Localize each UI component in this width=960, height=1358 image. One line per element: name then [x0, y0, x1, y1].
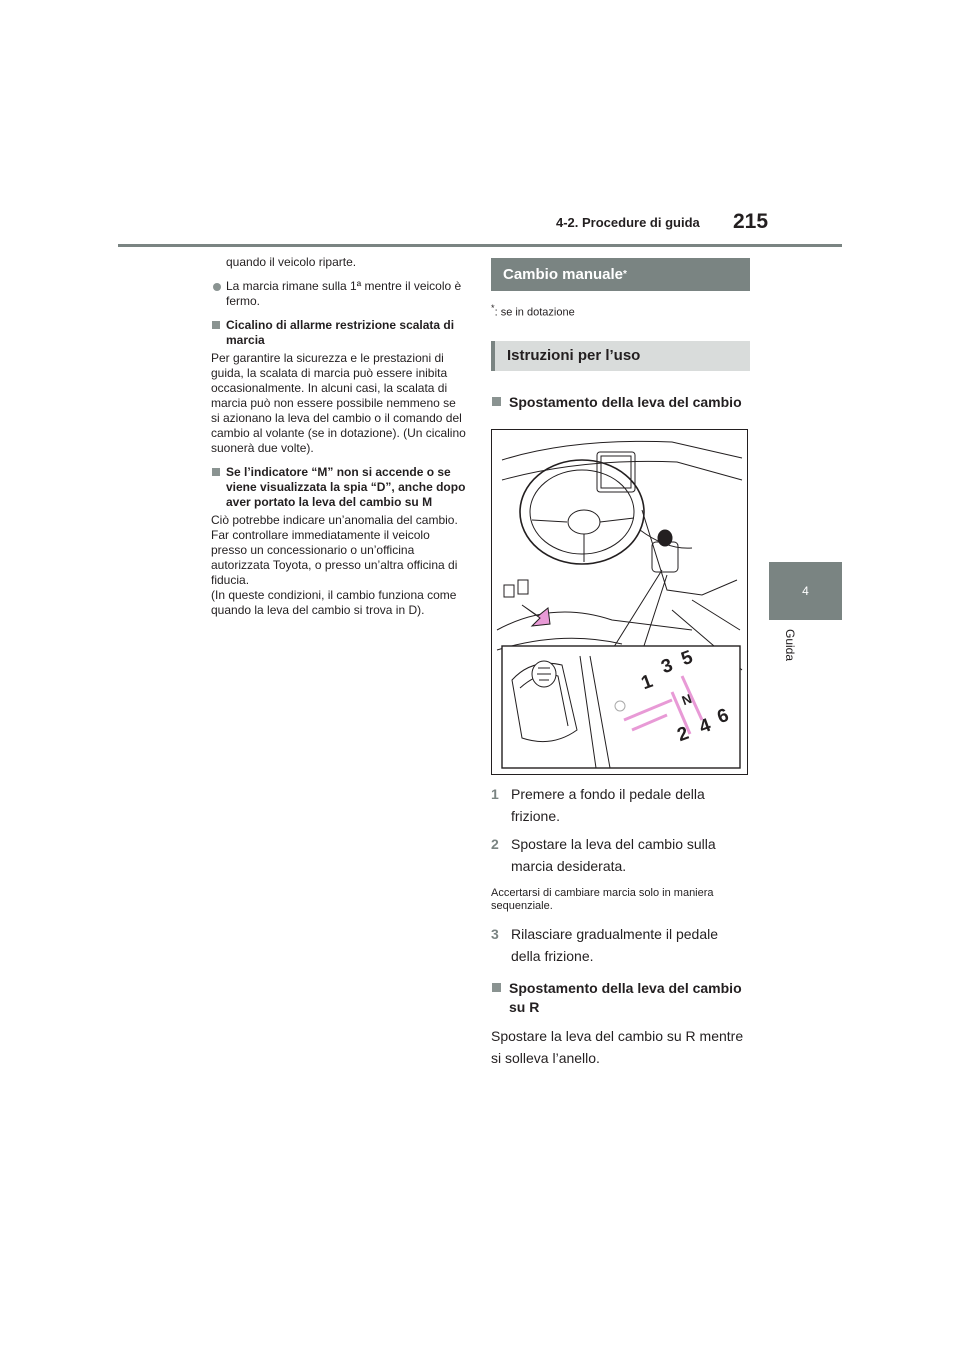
continuation-text: quando il veicolo riparte.: [226, 255, 357, 269]
footnote: [491, 303, 750, 319]
body-text: Ciò potrebbe indicare un’anomalia del cambio. Far controllare immediatamente il veicolo presso un concessionario o un’officina autorizzata Toyota, o presso un’altra officina di fiducia.: [211, 513, 458, 587]
step-number: 2: [491, 835, 499, 852]
gear-label-6: 6: [714, 704, 732, 728]
step-number: 1: [491, 785, 499, 802]
body-text: (In queste condizioni, il cambio funziona come quando la leva del cambio si trova in D).: [211, 588, 457, 617]
chapter-label: [783, 629, 799, 679]
footnote-mark: *: [491, 303, 495, 313]
chapter-number: 4: [802, 584, 809, 598]
page-number: 215: [733, 210, 769, 233]
subsection-bar: [491, 341, 750, 371]
sequential-note: Accertarsi di cambiare marcia solo in maniera sequenziale.: [491, 886, 714, 912]
heading-restriction-buzzer: Cicalino di allarme restrizione scalata di marcia: [211, 318, 467, 348]
step-2: [491, 833, 750, 877]
left-column: [211, 255, 467, 618]
shift-lever-illustration: [491, 429, 748, 775]
gear-label-3: 3: [658, 654, 676, 678]
subsection-title: Istruzioni per l’uso: [507, 347, 641, 365]
right-column: [491, 258, 750, 1069]
gear-label-4: 4: [696, 714, 714, 738]
gear-label-5: 5: [678, 646, 696, 670]
gear-label-n: N: [679, 690, 694, 708]
step-text: Rilasciare gradualmente il pedale della frizione.: [511, 925, 719, 964]
gear-label-2: 2: [674, 722, 692, 746]
bullet-item: La marcia rimane sulla 1ª mentre il veicolo è fermo.: [211, 279, 467, 309]
step-text: Spostare la leva del cambio sulla marcia desiderata.: [511, 835, 716, 874]
header-rule: [118, 244, 842, 247]
chapter-tab[interactable]: [769, 562, 842, 620]
footnote-text: : se in dotazione: [494, 306, 575, 319]
chapter-label-text: Guida: [783, 629, 797, 662]
section-title-bar: [491, 258, 750, 291]
heading-shift-to-r: Spostamento della leva del cambio su R: [491, 979, 750, 1017]
step-number: 3: [491, 925, 499, 942]
body-text: Per garantire la sicurezza e le prestazioni di guida, la scalata di marcia può essere inibita occasionalmente. In alcuni casi, la scalata di marcia può non essere possibile nemmeno se si azionano la leva del cambio o il comando del cambio al volante (se in dotazione). (Un cicalino suonerà due volte).: [211, 351, 466, 455]
step-3: [491, 923, 750, 967]
step-1: [491, 783, 750, 827]
heading-m-indicator: Se l’indicatore “M” non si accende o se viene visualizzata la spia “D”, anche dopo aver portato la leva del cambio su M: [211, 465, 467, 510]
asterisk-mark: *: [623, 269, 627, 280]
step-text: Premere a fondo il pedale della frizione.: [511, 785, 705, 824]
gear-label-1: 1: [638, 670, 656, 694]
heading-shift-lever: Spostamento della leva del cambio: [491, 393, 750, 412]
running-header: 4-2. Procedure di guida: [556, 215, 700, 230]
section-title: Cambio manuale: [503, 266, 624, 283]
shift-to-r-text: Spostare la leva del cambio su R mentre si solleva l’anello.: [491, 1027, 744, 1066]
